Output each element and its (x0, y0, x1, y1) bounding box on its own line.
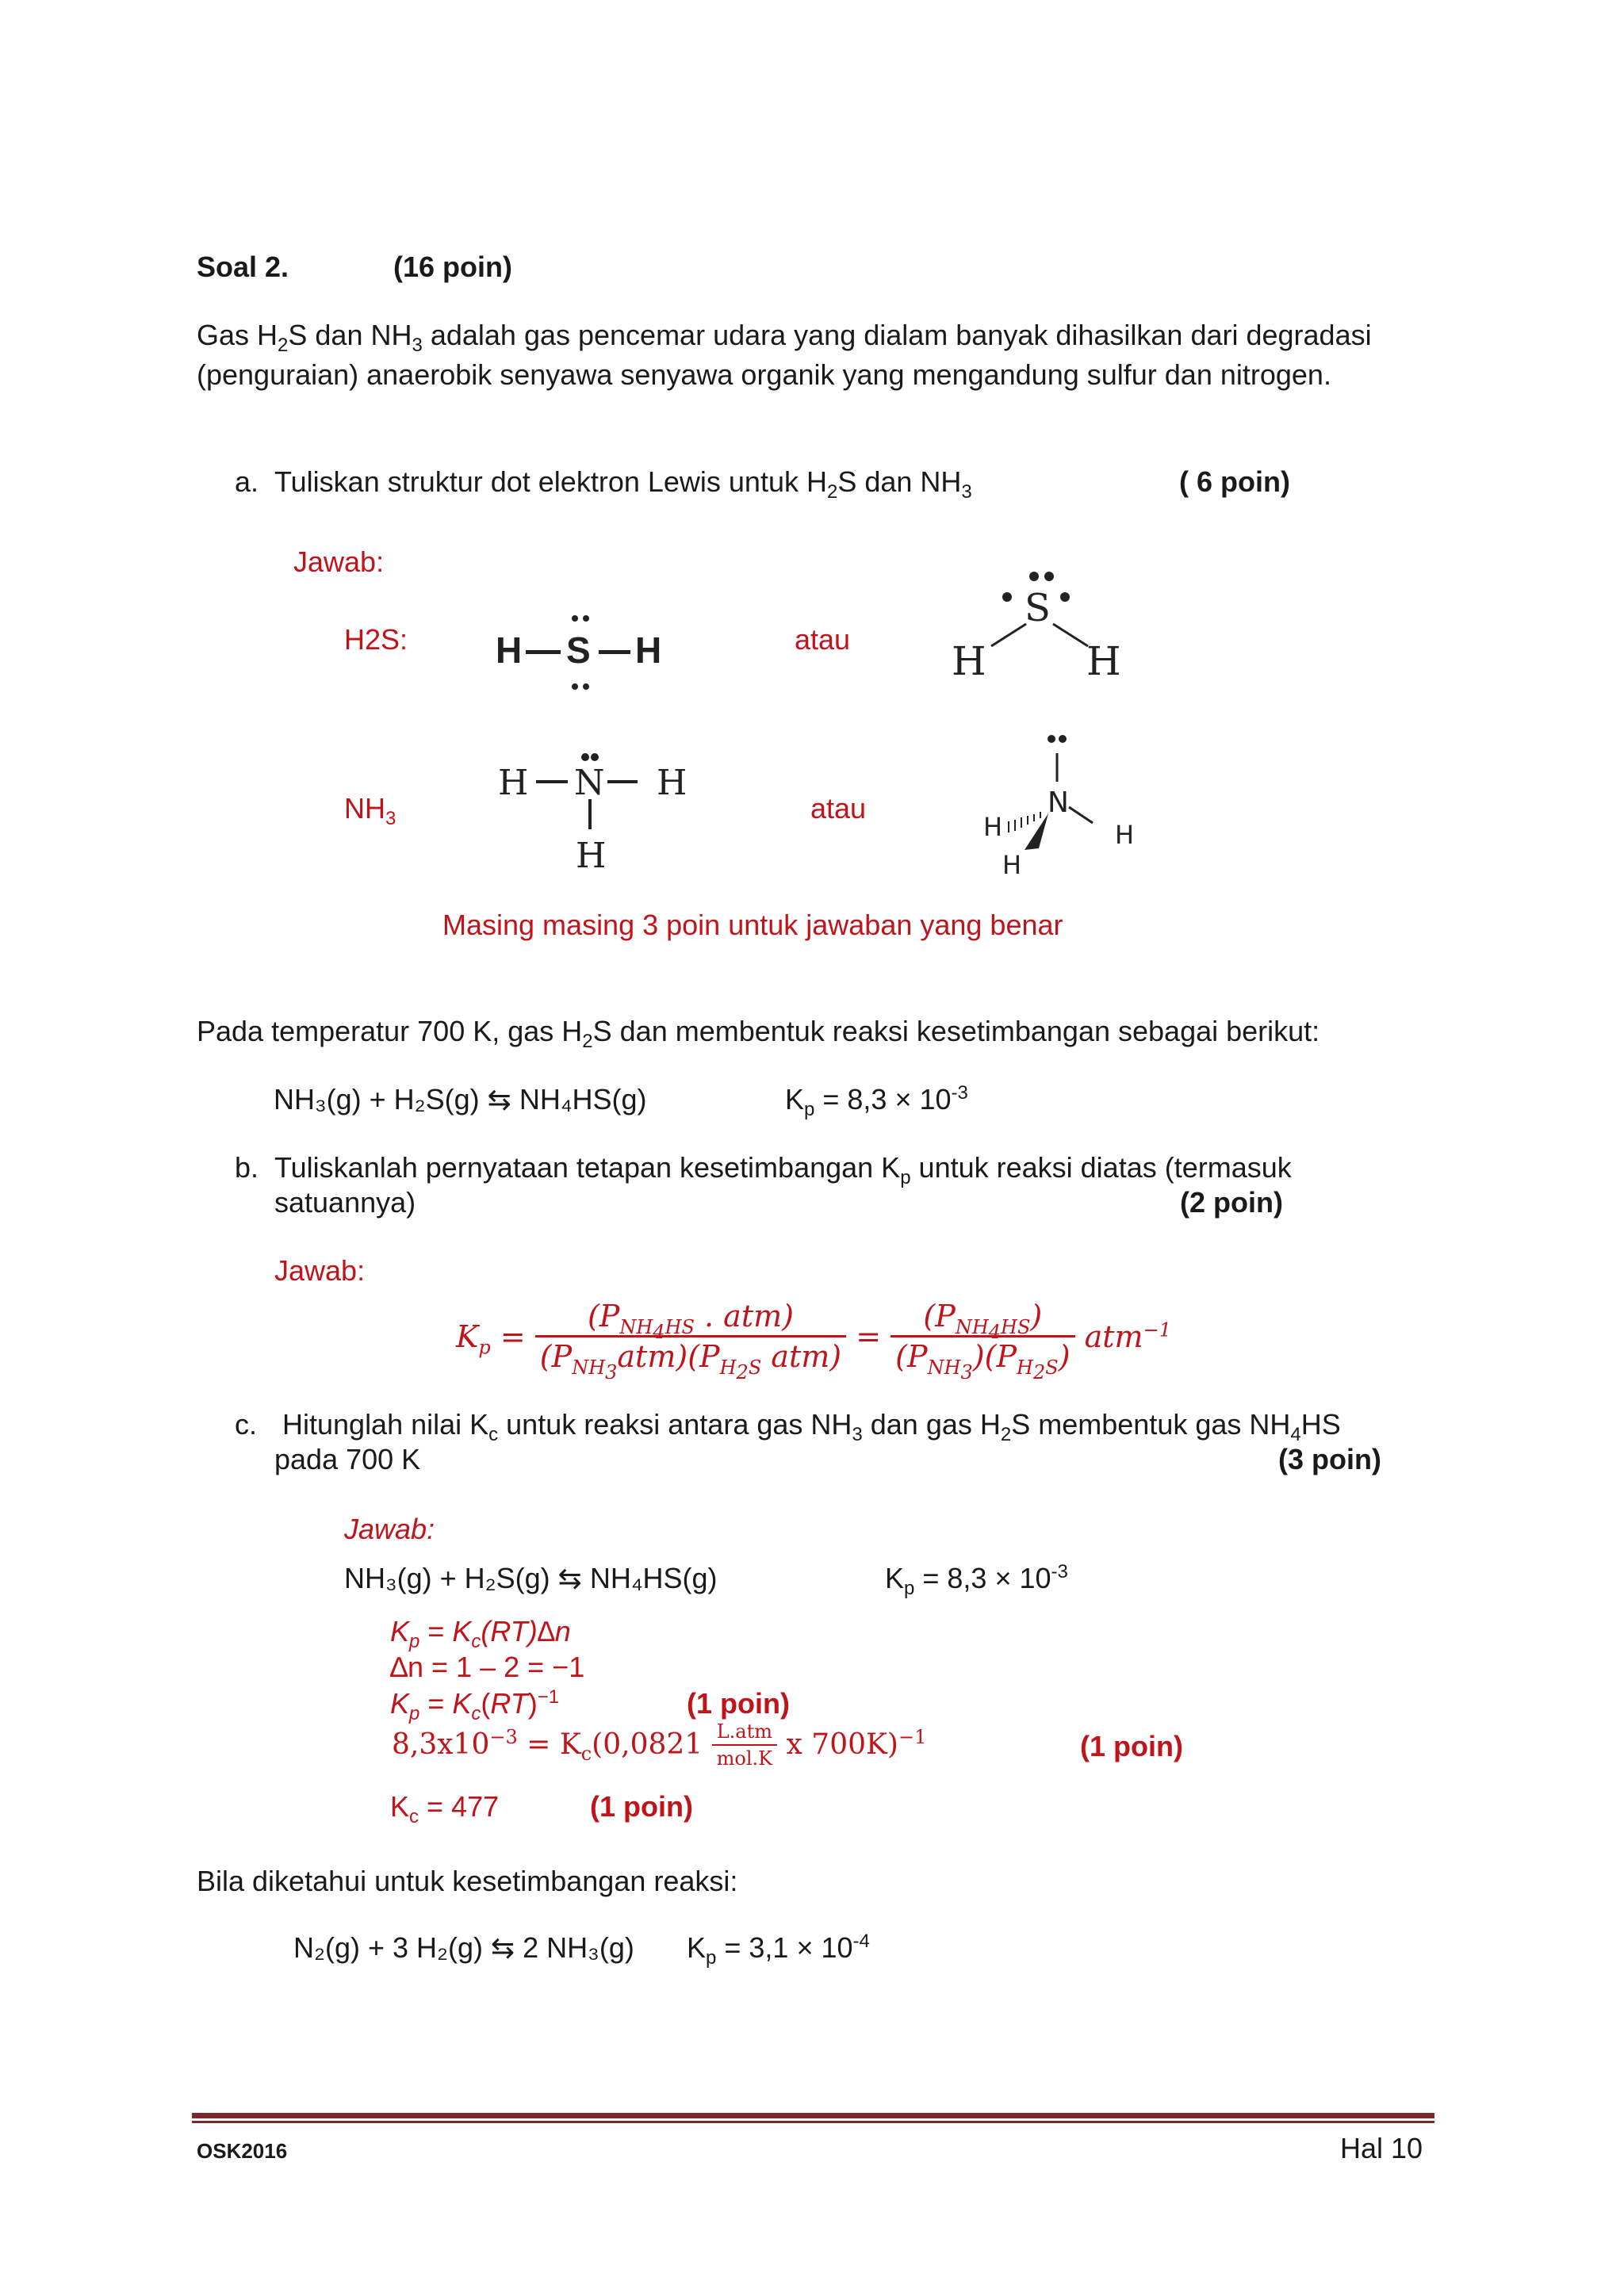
nh3-label: $NH_3$ (344, 792, 396, 830)
part-c-label: c. (235, 1408, 258, 1441)
temperature-sentence: Pada temperatur 700 K, gas $H_2S$ dan membentuk reaksi kesetimbangan sebagai berikut: (197, 1015, 1320, 1053)
part-b-points: (2 poin) (1180, 1186, 1283, 1219)
part-c-question-2: pada 700 K (274, 1443, 421, 1475)
part-a-points: ( 6 poin) (1179, 465, 1290, 498)
reaction-c-kp: $K_p = 8,3 \times 10^{-3}$ (885, 1561, 1068, 1600)
lewis-nh3-h-right: H (657, 763, 688, 803)
jawab-c: Jawab: (344, 1513, 435, 1545)
bent-h2s-h-left: H (952, 638, 986, 678)
part-a-label: a. (235, 465, 259, 498)
jawab-b: Jawab: (274, 1254, 366, 1287)
trigonal-nh3-h-bottom: H (1002, 850, 1022, 880)
reaction-1-kp: $K_p = 8,3 \times 10^{-3}$ (785, 1082, 968, 1121)
trigonal-nh3-structure (975, 729, 1158, 880)
trigonal-nh3-h-left: H (983, 812, 1003, 842)
kc-step-2: ∆n = 1 – 2 = −1 (390, 1651, 585, 1683)
lewis-h2s-structure: H S H (496, 610, 678, 698)
reaction-c-equation: NH₃(g) + H₂S(g) ⇆ NH₄HS(g) (344, 1562, 718, 1594)
lewis-nh3-n: N (574, 763, 605, 803)
part-b-question-2: satuannya) (274, 1186, 416, 1219)
footer-left: OSK2016 (197, 2139, 288, 2163)
atau-2: atau (810, 792, 867, 825)
bent-h2s-s: S (1025, 586, 1051, 630)
bent-h2s-structure (944, 567, 1134, 678)
footer-rule-thin (192, 2121, 1434, 2123)
trigonal-nh3-h-right: H (1115, 820, 1135, 850)
trigonal-nh3-n: N (1048, 786, 1069, 819)
atau-1: atau (795, 623, 851, 656)
kc-step-3-points: (1 poin) (687, 1687, 790, 1720)
question-label: Soal 2. (197, 251, 289, 283)
kp-fraction-1: $\frac{(P_{NH_4HS} . atm)}{(P_{NH_3}atm)(P_{H_2S} atm)}$ (535, 1297, 846, 1376)
kc-step-4: $8,3x10^{-3} = K_c(0,0821$ $\frac{\text{L.atm}}{\text{mol.K}}$ x 700K)$^{-1}$ (392, 1720, 927, 1770)
lewis-nh3-structure (492, 737, 698, 880)
lewis-nh3-h-left: H (498, 763, 529, 803)
part-a-note: Masing masing 3 poin untuk jawaban yang benar (442, 909, 1063, 941)
reaction-1-equation: NH₃(g) + H₂S(g) ⇆ NH₄HS(g) (274, 1083, 647, 1115)
kc-step-3: $K_p = K_c(RT)^{-1}$ (390, 1686, 560, 1725)
part-b-question: Tuliskanlah pernyataan tetapan kesetimbangan $K_p$ untuk reaksi diatas (termasuk (274, 1151, 1292, 1189)
known-sentence: Bila diketahui untuk kesetimbangan reaksi: (197, 1865, 738, 1897)
lewis-nh3-h-bottom: H (576, 836, 607, 876)
part-a-question: Tuliskan struktur dot elektron Lewis untuk $H_2S$ dan $NH_3$ (274, 465, 972, 503)
footer-rule (192, 2113, 1434, 2118)
bent-h2s-h-right: H (1086, 638, 1121, 678)
part-b-label: b. (235, 1151, 259, 1184)
intro-paragraph: Gas $H_2S$ dan $NH_3$ adalah gas pencemar udara yang dialam banyak dihasilkan dari degradasi (penguraian) anaerobik senyawa senyawa organik yang mengandung sulfur dan nitrogen. (197, 319, 1372, 391)
reaction-2-equation: N₂(g) + 3 H₂(g) ⇆ 2 NH₃(g) (293, 1931, 634, 1964)
jawab-a: Jawab: (293, 545, 385, 578)
footer-page: Hal 10 (1340, 2132, 1423, 2164)
kp-expression: $K_p$ = $\frac{(P_{NH_4HS} . atm)}{(P_{NH_3}atm)(P_{H_2S} atm)}$ = $\frac{(P_{NH_4HS})}{(P_{NH_3})(P_{H_2S})}$ atm$^{-1}$ (456, 1299, 1171, 1383)
kc-step-1: $K_p = K_c(RT)\Delta n$ (390, 1615, 571, 1653)
part-c-points: (3 poin) (1278, 1443, 1381, 1475)
kc-result: $K_c = 477$ (390, 1790, 500, 1828)
h2s-label: H2S: (344, 623, 408, 656)
part-c-question: Hitunglah nilai $K_c$ untuk reaksi antara gas $NH_3$ dan gas $H_2S$ membentuk gas $NH_4HS$ (282, 1408, 1341, 1446)
kp-fraction-2: $\frac{(P_{NH_4HS})}{(P_{NH_3})(P_{H_2S})}$ (891, 1297, 1074, 1376)
kc-result-points: (1 poin) (590, 1790, 693, 1823)
reaction-2-kp: $K_p = 3,1 \times 10^{-4}$ (687, 1931, 870, 1969)
question-points: (16 poin) (393, 251, 512, 283)
kc-step-4-points: (1 poin) (1080, 1730, 1183, 1762)
